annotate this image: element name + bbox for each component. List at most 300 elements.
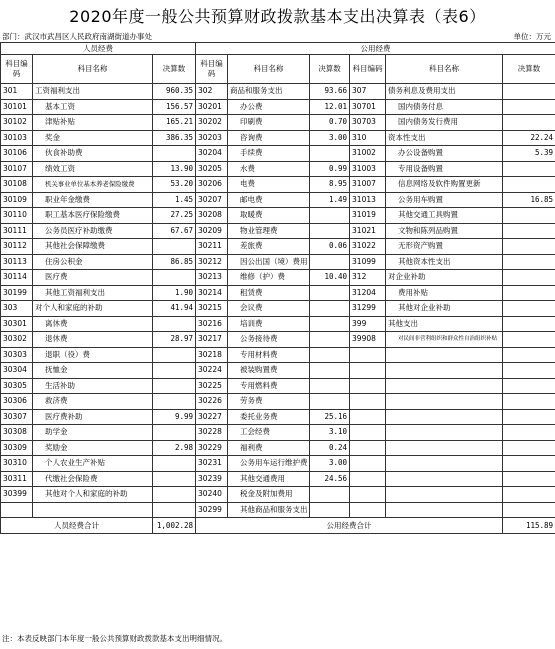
personnel-code: 30311 <box>1 471 33 487</box>
public-a-code: 30215 <box>196 301 228 317</box>
department-label: 部门：武汉市武昌区人民政府南湖街道办事处 <box>2 32 152 41</box>
public-a-amount: 0.99 <box>310 161 350 177</box>
public-b-name: 对民间非营利组织和群众性自治组织补贴 <box>386 332 503 348</box>
table-row <box>1 440 555 456</box>
public-b-amount: 22.24 <box>503 130 555 146</box>
personnel-amount: 960.35 <box>153 84 196 100</box>
public-a-amount <box>310 146 350 162</box>
personnel-code: 30111 <box>1 223 33 239</box>
public-b-name <box>386 425 503 441</box>
public-b-name <box>386 471 503 487</box>
personnel-code: 30108 <box>1 177 33 193</box>
table-row <box>1 332 555 348</box>
personnel-amount <box>153 363 196 379</box>
personnel-amount <box>153 456 196 472</box>
public-a-amount <box>310 363 350 379</box>
table-row <box>1 456 555 472</box>
public-a-amount <box>310 394 350 410</box>
personnel-name: 伙食补助费 <box>33 146 153 162</box>
personnel-name: 助学金 <box>33 425 153 441</box>
table-row <box>1 208 555 224</box>
personnel-amount <box>153 146 196 162</box>
personnel-name: 职工基本医疗保险缴费 <box>33 208 153 224</box>
public-b-code <box>350 394 386 410</box>
public-a-amount <box>310 254 350 270</box>
public-b-amount <box>503 456 555 472</box>
public-a-name: 印刷费 <box>228 115 310 131</box>
public-a-amount: 12.01 <box>310 99 350 115</box>
public-b-code: 312 <box>350 270 386 286</box>
header-code: 科目编码 <box>350 55 386 84</box>
public-a-name: 公务接待费 <box>228 332 310 348</box>
personnel-total-value: 1,002.28 <box>153 518 196 534</box>
table-row <box>1 223 555 239</box>
personnel-name: 住房公积金 <box>33 254 153 270</box>
public-b-name: 无形资产购置 <box>386 239 503 255</box>
personnel-amount <box>153 316 196 332</box>
personnel-code: 30308 <box>1 425 33 441</box>
personnel-code: 30112 <box>1 239 33 255</box>
public-a-amount <box>310 208 350 224</box>
header-amount: 决算数 <box>153 55 196 84</box>
public-b-amount <box>503 239 555 255</box>
public-a-code: 30226 <box>196 394 228 410</box>
public-b-name <box>386 456 503 472</box>
public-a-amount <box>310 487 350 503</box>
public-a-name: 工会经费 <box>228 425 310 441</box>
public-b-amount <box>503 363 555 379</box>
header-code: 科目编码 <box>196 55 228 84</box>
public-b-name: 资本性支出 <box>386 130 503 146</box>
personnel-amount: 9.99 <box>153 409 196 425</box>
public-b-code <box>350 363 386 379</box>
public-a-amount: 3.00 <box>310 130 350 146</box>
public-b-amount <box>503 471 555 487</box>
public-b-code: 31003 <box>350 161 386 177</box>
section-public: 公用经费 <box>196 43 555 55</box>
public-b-amount <box>503 115 555 131</box>
personnel-amount: 386.35 <box>153 130 196 146</box>
public-a-name: 水费 <box>228 161 310 177</box>
personnel-name: 生活补助 <box>33 378 153 394</box>
public-a-name: 租赁费 <box>228 285 310 301</box>
public-a-code: 30224 <box>196 363 228 379</box>
personnel-amount: 1.45 <box>153 192 196 208</box>
table-row <box>1 394 555 410</box>
public-b-amount <box>503 409 555 425</box>
public-a-name: 税金及附加费用 <box>228 487 310 503</box>
personnel-code: 30114 <box>1 270 33 286</box>
public-a-code: 30204 <box>196 146 228 162</box>
public-b-code: 399 <box>350 316 386 332</box>
public-b-amount <box>503 301 555 317</box>
table-row <box>1 115 555 131</box>
public-a-amount: 0.70 <box>310 115 350 131</box>
public-a-name: 福利费 <box>228 440 310 456</box>
section-personnel: 人员经费 <box>1 43 196 55</box>
public-a-code: 30227 <box>196 409 228 425</box>
personnel-name: 其他社会保障缴费 <box>33 239 153 255</box>
personnel-amount: 165.21 <box>153 115 196 131</box>
public-b-code: 31007 <box>350 177 386 193</box>
table-row <box>1 502 555 518</box>
table-row <box>1 301 555 317</box>
public-b-name: 费用补贴 <box>386 285 503 301</box>
personnel-name: 救济费 <box>33 394 153 410</box>
public-b-code: 31204 <box>350 285 386 301</box>
public-b-code: 31019 <box>350 208 386 224</box>
public-a-code: 30218 <box>196 347 228 363</box>
public-b-name <box>386 363 503 379</box>
public-b-amount <box>503 223 555 239</box>
personnel-name: 基本工资 <box>33 99 153 115</box>
public-b-name: 国内债务付息 <box>386 99 503 115</box>
public-a-amount <box>310 502 350 518</box>
personnel-amount: 41.94 <box>153 301 196 317</box>
personnel-amount: 13.90 <box>153 161 196 177</box>
public-a-name: 专用材料费 <box>228 347 310 363</box>
header-code: 科目编码 <box>1 55 33 84</box>
public-b-amount <box>503 440 555 456</box>
public-a-name: 会议费 <box>228 301 310 317</box>
table-row <box>1 254 555 270</box>
table-row <box>1 177 555 193</box>
public-a-name: 手续费 <box>228 146 310 162</box>
personnel-amount <box>153 270 196 286</box>
personnel-code: 30107 <box>1 161 33 177</box>
public-b-name: 信息网络及软件购置更新 <box>386 177 503 193</box>
public-b-name <box>386 440 503 456</box>
public-a-code: 30228 <box>196 425 228 441</box>
public-b-amount <box>503 254 555 270</box>
public-b-name: 债务利息及费用支出 <box>386 84 503 100</box>
public-a-name: 商品和服务支出 <box>228 84 310 100</box>
personnel-name: 奖金 <box>33 130 153 146</box>
public-a-code: 30203 <box>196 130 228 146</box>
public-b-amount <box>503 161 555 177</box>
personnel-name: 职业年金缴费 <box>33 192 153 208</box>
personnel-code: 30307 <box>1 409 33 425</box>
public-b-code <box>350 425 386 441</box>
public-b-code: 39908 <box>350 332 386 348</box>
public-a-code: 30206 <box>196 177 228 193</box>
personnel-code: 303 <box>1 301 33 317</box>
public-b-code <box>350 471 386 487</box>
public-a-code: 30213 <box>196 270 228 286</box>
public-a-amount: 8.95 <box>310 177 350 193</box>
personnel-name: 津贴补贴 <box>33 115 153 131</box>
personnel-code: 30310 <box>1 456 33 472</box>
public-b-code: 310 <box>350 130 386 146</box>
public-b-amount <box>503 394 555 410</box>
header-amount: 决算数 <box>310 55 350 84</box>
table-row <box>1 409 555 425</box>
table-row <box>1 270 555 286</box>
public-b-amount <box>503 84 555 100</box>
public-a-name: 电费 <box>228 177 310 193</box>
public-b-amount <box>503 425 555 441</box>
public-b-amount <box>503 347 555 363</box>
expenditure-table <box>0 42 555 534</box>
public-total-value: 115.89 <box>503 518 555 534</box>
public-b-code: 31002 <box>350 146 386 162</box>
public-a-amount: 0.06 <box>310 239 350 255</box>
public-total-label: 公用经费合计 <box>196 518 503 534</box>
public-a-code: 30209 <box>196 223 228 239</box>
table-row <box>1 285 555 301</box>
personnel-amount: 27.25 <box>153 208 196 224</box>
public-b-code: 31099 <box>350 254 386 270</box>
public-a-amount <box>310 347 350 363</box>
personnel-code: 30309 <box>1 440 33 456</box>
personnel-amount <box>153 239 196 255</box>
public-b-amount <box>503 208 555 224</box>
public-a-name: 物业管理费 <box>228 223 310 239</box>
public-a-name: 被装购置费 <box>228 363 310 379</box>
personnel-amount <box>153 425 196 441</box>
public-a-code: 30239 <box>196 471 228 487</box>
public-a-name: 培训费 <box>228 316 310 332</box>
table-row <box>1 425 555 441</box>
public-a-code: 30212 <box>196 254 228 270</box>
public-a-code: 30207 <box>196 192 228 208</box>
public-a-code: 30231 <box>196 456 228 472</box>
personnel-amount: 67.67 <box>153 223 196 239</box>
public-b-name: 国内债务发行费用 <box>386 115 503 131</box>
table-row <box>1 378 555 394</box>
public-b-code: 31021 <box>350 223 386 239</box>
personnel-name: 离休费 <box>33 316 153 332</box>
table-row <box>1 347 555 363</box>
public-b-amount <box>503 487 555 503</box>
personnel-amount: 86.85 <box>153 254 196 270</box>
public-a-amount: 24.56 <box>310 471 350 487</box>
public-a-amount <box>310 378 350 394</box>
public-a-name: 公务用车运行维护费 <box>228 456 310 472</box>
public-b-amount <box>503 177 555 193</box>
personnel-amount: 156.57 <box>153 99 196 115</box>
personnel-code: 30199 <box>1 285 33 301</box>
personnel-code: 30399 <box>1 487 33 503</box>
personnel-name: 绩效工资 <box>33 161 153 177</box>
public-b-name: 其他支出 <box>386 316 503 332</box>
public-a-name: 专用燃料费 <box>228 378 310 394</box>
public-b-amount <box>503 316 555 332</box>
table-row <box>1 192 555 208</box>
public-a-amount: 25.16 <box>310 409 350 425</box>
public-b-code <box>350 347 386 363</box>
public-b-name <box>386 378 503 394</box>
header-name: 科目名称 <box>386 55 503 84</box>
personnel-amount: 1.90 <box>153 285 196 301</box>
table-row <box>1 363 555 379</box>
public-b-amount <box>503 378 555 394</box>
personnel-name: 医疗费补助 <box>33 409 153 425</box>
header-name: 科目名称 <box>33 55 153 84</box>
personnel-code: 301 <box>1 84 33 100</box>
public-a-amount <box>310 223 350 239</box>
public-b-name: 办公设备购置 <box>386 146 503 162</box>
public-b-code: 30701 <box>350 99 386 115</box>
personnel-amount <box>153 347 196 363</box>
public-b-code <box>350 409 386 425</box>
personnel-code: 30304 <box>1 363 33 379</box>
public-a-amount <box>310 301 350 317</box>
public-b-amount <box>503 502 555 518</box>
public-b-amount <box>503 285 555 301</box>
public-b-name: 其他资本性支出 <box>386 254 503 270</box>
public-b-name: 其他交通工具购置 <box>386 208 503 224</box>
public-a-name: 其他交通费用 <box>228 471 310 487</box>
public-a-amount: 10.40 <box>310 270 350 286</box>
table-row <box>1 146 555 162</box>
personnel-amount: 53.20 <box>153 177 196 193</box>
public-a-code: 302 <box>196 84 228 100</box>
personnel-name: 个人农业生产补贴 <box>33 456 153 472</box>
public-a-code: 30205 <box>196 161 228 177</box>
personnel-amount <box>153 378 196 394</box>
personnel-name: 医疗费 <box>33 270 153 286</box>
table-row <box>1 99 555 115</box>
personnel-name: 机关事业单位基本养老保险缴费 <box>33 177 153 193</box>
public-a-name: 其他商品和服务支出 <box>228 502 310 518</box>
personnel-code: 30102 <box>1 115 33 131</box>
personnel-code: 30103 <box>1 130 33 146</box>
public-b-code <box>350 378 386 394</box>
personnel-amount <box>153 471 196 487</box>
public-b-name: 对企业补助 <box>386 270 503 286</box>
public-b-name <box>386 487 503 503</box>
personnel-amount: 28.97 <box>153 332 196 348</box>
public-a-code: 30208 <box>196 208 228 224</box>
public-b-code <box>350 440 386 456</box>
public-b-code <box>350 487 386 503</box>
public-a-name: 邮电费 <box>228 192 310 208</box>
personnel-amount <box>153 502 196 518</box>
public-b-name <box>386 394 503 410</box>
public-b-code: 31299 <box>350 301 386 317</box>
section-header-row <box>1 43 555 55</box>
table-row <box>1 161 555 177</box>
public-a-code: 30211 <box>196 239 228 255</box>
footer-row <box>1 518 555 534</box>
personnel-amount: 2.98 <box>153 440 196 456</box>
personnel-name: 抚恤金 <box>33 363 153 379</box>
personnel-code: 30101 <box>1 99 33 115</box>
personnel-name: 其他对个人和家庭的补助 <box>33 487 153 503</box>
public-b-amount <box>503 332 555 348</box>
public-a-name: 咨询费 <box>228 130 310 146</box>
personnel-code: 30301 <box>1 316 33 332</box>
personnel-amount <box>153 487 196 503</box>
public-b-name: 公务用车购置 <box>386 192 503 208</box>
public-a-name: 因公出国（境）费用 <box>228 254 310 270</box>
personnel-name: 退休费 <box>33 332 153 348</box>
personnel-code: 30106 <box>1 146 33 162</box>
public-a-code: 30214 <box>196 285 228 301</box>
personnel-name: 公务员医疗补助缴费 <box>33 223 153 239</box>
personnel-total-label: 人员经费合计 <box>1 518 153 534</box>
public-a-code: 30217 <box>196 332 228 348</box>
public-a-name: 委托业务费 <box>228 409 310 425</box>
public-a-name: 劳务费 <box>228 394 310 410</box>
public-b-code: 30703 <box>350 115 386 131</box>
public-a-name: 办公费 <box>228 99 310 115</box>
public-b-amount: 5.39 <box>503 146 555 162</box>
public-b-amount: 16.85 <box>503 192 555 208</box>
personnel-code: 30110 <box>1 208 33 224</box>
public-a-name: 取暖费 <box>228 208 310 224</box>
personnel-name: 其他工资福利支出 <box>33 285 153 301</box>
public-b-code: 31013 <box>350 192 386 208</box>
page-title: 2020年度一般公共预算财政拨款基本支出决算表（表6） <box>69 7 486 26</box>
personnel-amount <box>153 394 196 410</box>
table-row <box>1 130 555 146</box>
public-b-name: 其他对企业补助 <box>386 301 503 317</box>
public-b-code <box>350 502 386 518</box>
personnel-name: 代缴社会保险费 <box>33 471 153 487</box>
public-a-code: 30229 <box>196 440 228 456</box>
public-b-name <box>386 502 503 518</box>
header-name: 科目名称 <box>228 55 310 84</box>
table-row <box>1 84 555 100</box>
public-a-name: 差旅费 <box>228 239 310 255</box>
public-a-amount: 1.49 <box>310 192 350 208</box>
public-a-amount <box>310 332 350 348</box>
public-a-amount: 3.10 <box>310 425 350 441</box>
public-b-code: 307 <box>350 84 386 100</box>
personnel-name <box>33 502 153 518</box>
public-b-code <box>350 456 386 472</box>
public-a-amount: 0.24 <box>310 440 350 456</box>
personnel-code: 30113 <box>1 254 33 270</box>
column-header-row <box>1 55 555 84</box>
public-a-code: 30216 <box>196 316 228 332</box>
public-a-code: 30225 <box>196 378 228 394</box>
public-a-amount: 93.66 <box>310 84 350 100</box>
public-a-amount <box>310 285 350 301</box>
personnel-code: 30306 <box>1 394 33 410</box>
personnel-code: 30109 <box>1 192 33 208</box>
table-row <box>1 487 555 503</box>
public-a-name: 维修（护）费 <box>228 270 310 286</box>
public-a-code: 30240 <box>196 487 228 503</box>
personnel-code: 30303 <box>1 347 33 363</box>
personnel-name: 奖励金 <box>33 440 153 456</box>
public-b-name: 专用设备购置 <box>386 161 503 177</box>
table-row <box>1 239 555 255</box>
personnel-code: 30302 <box>1 332 33 348</box>
public-a-code: 30299 <box>196 502 228 518</box>
public-a-amount: 3.00 <box>310 456 350 472</box>
public-b-code: 31022 <box>350 239 386 255</box>
personnel-name: 对个人和家庭的补助 <box>33 301 153 317</box>
unit-label: 单位：万元 <box>513 32 551 41</box>
personnel-name: 工资福利支出 <box>33 84 153 100</box>
public-a-amount <box>310 316 350 332</box>
personnel-code: 30305 <box>1 378 33 394</box>
public-b-name: 文物和陈列品购置 <box>386 223 503 239</box>
personnel-code <box>1 502 33 518</box>
table-row <box>1 316 555 332</box>
public-a-code: 30201 <box>196 99 228 115</box>
header-amount: 决算数 <box>503 55 555 84</box>
public-a-code: 30202 <box>196 115 228 131</box>
public-b-name <box>386 409 503 425</box>
table-row <box>1 471 555 487</box>
personnel-name: 退职（役）费 <box>33 347 153 363</box>
footnote: 注：本表反映部门本年度一般公共预算财政拨款基本支出明细情况。 <box>2 634 227 643</box>
